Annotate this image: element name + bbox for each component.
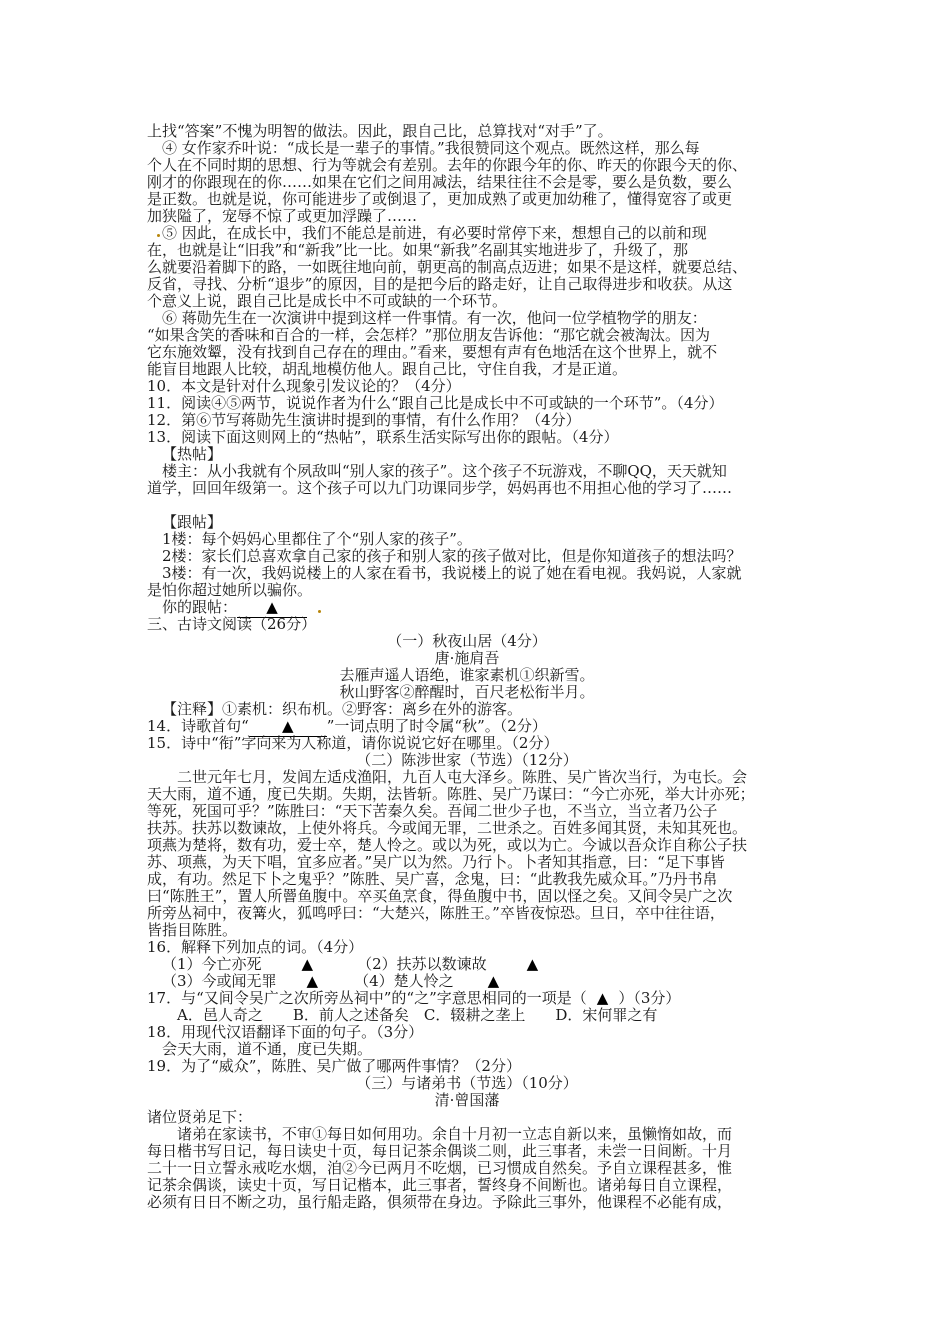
article-line: “如果含笑的香味和百合的一样，会怎样？”那位朋友告诉他：“那它就会被淘汰。因为 bbox=[147, 326, 711, 344]
passage-line: 二世元年七月，发闾左适戍渔阳，九百人屯大泽乡。陈胜、吴广皆次当行，为屯长。会 bbox=[177, 768, 748, 786]
question-14-prefix: 14．诗歌首句“ bbox=[147, 717, 249, 735]
q16-item-2: （2）扶苏以数谏故 bbox=[357, 955, 487, 973]
article-line: 么就要沿着脚下的路，一如既往地向前，朝更高的制高点迈进；如果不是这样，就要总结、 bbox=[147, 258, 748, 276]
triangle-mark: ▲ bbox=[281, 717, 294, 735]
passage-line: 所旁丛祠中，夜篝火，狐鸣呼曰：“大楚兴，陈胜王。”卒皆夜惊恐。旦日，卒中往往语， bbox=[147, 904, 725, 922]
article-line: 能盲目地跟人比较，胡乱地模仿他人。跟自己比，守住自我，才是正道。 bbox=[147, 360, 628, 378]
question-17 bbox=[147, 990, 680, 1008]
passage-line: 等死，死国可乎？”陈胜曰：“天下苦秦久矣。吾闻二世少子也，不当立，当立者乃公子 bbox=[147, 802, 718, 820]
reply-line: 3楼：有一次，我妈说楼上的人家在看书，我说楼上的说了她在看电视。我妈说，人家就 bbox=[162, 564, 742, 582]
question-16: 16．解释下列加点的词。（4分） bbox=[147, 938, 364, 956]
question-16-row bbox=[162, 956, 538, 974]
passage-line: 曰“陈胜王”，置人所罾鱼腹中。卒买鱼烹食，得鱼腹中书，固以怪之矣。又间令吴广之次 bbox=[147, 887, 733, 905]
question-12: 12．第⑥节写蒋勋先生演讲时提到的事情，有什么作用？（4分） bbox=[147, 411, 581, 429]
reply-line: 1楼：每个妈妈心里都住了个“别人家的孩子”。 bbox=[162, 530, 472, 548]
article-line: 个人在不同时期的思想、行为等就会有差别。去年的你跟今年的你、昨天的你跟今天的你、 bbox=[147, 156, 748, 174]
question-10: 10．本文是针对什么现象引发议论的？（4分） bbox=[147, 377, 461, 395]
mark-dot bbox=[157, 234, 160, 237]
triangle-mark: ▲ bbox=[596, 989, 609, 1007]
question-17-options: A．邑人奇之 B．前人之述备矣 C．辍耕之垄上 D．宋何罪之有 bbox=[177, 1006, 658, 1024]
triangle-mark: ▲ bbox=[487, 972, 500, 990]
hot-post-line: 道学，回回年级第一。这个孩子可以九门功课同步学，妈妈再也不用担心他的学习了…… bbox=[147, 479, 733, 497]
question-15: 15．诗中“衔”字向来为人称道，请你说说它好在哪里。（2分） bbox=[147, 734, 559, 752]
section-title: 三、古诗文阅读（26分） bbox=[147, 615, 317, 633]
poem-line: 去雁声遥人语绝，谁家素机①织新雪。 bbox=[339, 666, 595, 684]
reply-line: 是怕你超过她所以骗你。 bbox=[147, 581, 313, 599]
passage-line: 每日楷书写日记，每日读史十页，每日记茶余偶谈二则，此三事者，未尝一日间断。十月 bbox=[147, 1142, 733, 1160]
hot-post-label: 【热帖】 bbox=[162, 445, 223, 463]
poem-line: 秋山野客②醉醒时，百尺老松衔半月。 bbox=[339, 683, 595, 701]
q16-item-3: （3）今或闻无罪 bbox=[162, 972, 277, 990]
q16-item-1: （1）今亡亦死 bbox=[162, 955, 262, 973]
question-17-suffix: ）（3分） bbox=[618, 989, 681, 1007]
passage-line: 必须有日日不断之功，虽行船走路，俱须带在身边。予除此三事外，他课程不必能有成， bbox=[147, 1193, 733, 1211]
passage-title: （三）与诸弟书（节选）（10分） bbox=[356, 1074, 578, 1092]
triangle-mark: ▲ bbox=[266, 598, 278, 616]
passage-line: 扶苏。扶苏以数谏故，上使外将兵。今或闻无罪，二世杀之。百姓多闻其贤，未知其死也。 bbox=[147, 819, 748, 837]
passage-line: 记茶余偶谈，读史十页，写日记楷本，此三事者，誓终身不间断也。诸弟每日自立课程， bbox=[147, 1176, 733, 1194]
poem-title: （一）秋夜山居（4分） bbox=[387, 632, 547, 650]
passage-line: 项燕为楚将，数有功，爱士卒，楚人怜之。或以为死，或以为亡。今诚以吾众诈自称公子扶 bbox=[147, 836, 748, 854]
passage-line: 苏、项燕，为天下唱，宜多应者。”吴广以为然。乃行卜。卜者知其指意，曰：“足下事皆 bbox=[147, 853, 725, 871]
article-line: 个意义上说，跟自己比是成长中不可或缺的一个环节。 bbox=[147, 292, 508, 310]
poem-note: 【注释】①素机：织布机。②野客：离乡在外的游客。 bbox=[162, 700, 523, 718]
question-16-row bbox=[162, 973, 499, 991]
article-line: ⑥ 蒋勋先生在一次演讲中提到这样一件事情。有一次，他问一位学植物学的朋友： bbox=[162, 309, 707, 327]
passage-line: 天大雨，道不通，度已失期。失期，法皆斩。陈胜、吴广乃谋曰：“今亡亦死，举大计亦死； bbox=[147, 785, 755, 803]
passage-line: 诸弟在家读书，不审①每日如何用功。余自十月初一立志自新以来，虽懒惰如故，而 bbox=[177, 1125, 733, 1143]
article-line: ④ 女作家乔叶说：“成长是一辈子的事情。”我很赞同这个观点。既然这样，那么每 bbox=[162, 139, 700, 157]
hot-post-line: 楼主：从小我就有个夙敌叫“别人家的孩子”。这个孩子不玩游戏，不聊QQ，天天就知 bbox=[162, 462, 727, 480]
article-line: 在，也就是让“旧我”和“新我”比一比。如果“新我”名副其实地进步了，升级了，那 bbox=[147, 241, 689, 259]
salutation: 诸位贤弟足下： bbox=[147, 1108, 253, 1126]
question-19: 19．为了“威众”，陈胜、吴广做了哪两件事情？（2分） bbox=[147, 1057, 521, 1075]
article-line: 反省，寻找、分析“退步”的原因，目的是把今后的路走好，让自己取得进步和收获。从这 bbox=[147, 275, 733, 293]
article-line: 刚才的你跟现在的你……如果在它们之间用减法，结果往往不会是零，要么是负数，要么 bbox=[147, 173, 733, 191]
q16-item-4: （4）楚人怜之 bbox=[354, 972, 454, 990]
reply-line: 2楼：家长们总喜欢拿自己家的孩子和别人家的孩子做对比，但是你知道孩子的想法吗？ bbox=[162, 547, 742, 565]
passage-line: 皆指目陈胜。 bbox=[147, 921, 238, 939]
triangle-mark: ▲ bbox=[301, 955, 314, 973]
poem-author: 唐·施肩吾 bbox=[434, 649, 500, 667]
passage-line: 二十一日立誓永戒吃水烟，洎②今已两月不吃烟，已习惯成自然矣。予自立课程甚多，惟 bbox=[147, 1159, 733, 1177]
mark-dot bbox=[318, 610, 321, 613]
article-line: 上找“答案”不愧为明智的做法。因此，跟自己比，总算找对“对手”了。 bbox=[147, 122, 613, 140]
passage-author: 清·曾国藩 bbox=[434, 1091, 500, 1109]
reply-label: 【跟帖】 bbox=[162, 513, 223, 531]
article-line: 是正数。也就是说，你可能进步了或倒退了，更加成熟了或更加幼稚了，懂得宽容了或更 bbox=[147, 190, 733, 208]
article-line: 它东施效颦，没有找到自己存在的理由。”看来，要想有声有色地活在这个世界上，就不 bbox=[147, 343, 718, 361]
question-18-sentence: 会天大雨，道不通，度已失期。 bbox=[162, 1040, 373, 1058]
triangle-mark: ▲ bbox=[306, 972, 319, 990]
passage-line: 成，有功。然足下卜之鬼乎？”陈胜、吴广喜，念鬼，曰：“此教我先威众耳。”乃丹书帛 bbox=[147, 870, 718, 888]
question-18: 18．用现代汉语翻译下面的句子。（3分） bbox=[147, 1023, 424, 1041]
question-13: 13．阅读下面这则网上的“热帖”，联系生活实际写出你的跟帖。（4分） bbox=[147, 428, 619, 446]
question-14-suffix: ”一词点明了时令属“秋”。（2分） bbox=[326, 717, 547, 735]
your-reply-label: 你的跟帖： bbox=[162, 598, 238, 616]
question-11: 11．阅读④⑤两节，说说作者为什么“跟自己比是成长中不可或缺的一个环节”。（4分） bbox=[147, 394, 724, 412]
question-17-prefix: 17．与“又间令吴广之次所旁丛祠中”的“之”字意思相同的一项是（ bbox=[147, 989, 587, 1007]
article-line: 加狭隘了，宠辱不惊了或更加浮躁了…… bbox=[147, 207, 418, 225]
article-line: ⑤ 因此，在成长中，我们不能总是前进，有必要时常停下来，想想自己的以前和现 bbox=[162, 224, 707, 242]
passage-title: （二）陈涉世家（节选）（12分） bbox=[356, 751, 578, 769]
triangle-mark: ▲ bbox=[526, 955, 539, 973]
